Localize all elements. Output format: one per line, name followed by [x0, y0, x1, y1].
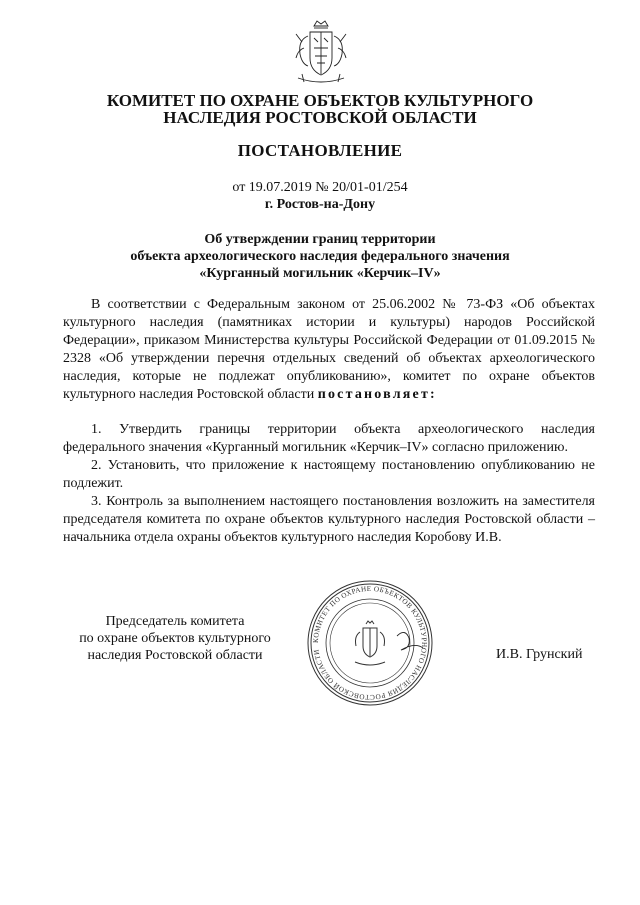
signatory-position-line3: наследия Ростовской области: [87, 648, 263, 663]
subject-line2: объекта археологического наследия федерального значения: [130, 249, 510, 264]
document-city: г. Ростов-на-Дону: [264, 197, 376, 212]
coat-of-arms-emblem: [290, 18, 352, 90]
preamble-text: В соответствии с Федеральным законом от 25.06.2002 № 73-ФЗ «Об объектах культурного наследия (памятниках истории и культуры) народов Российской Федерации», приказом Министерства культуры Российской Федерации от 01.09.2015 № 2328 «Об утверждении перечня отдельных сведений об объектах археологического наследия, которые не подлежат опубликованию», комитет по охране объектов культурного наследия Ростовской области: [63, 297, 595, 402]
seal-ring-text: КОМИТЕТ ПО ОХРАНЕ ОБЪЕКТОВ КУЛЬТУРНОГО НАСЛЕДИЯ РОСТОВСКОЙ ОБЛАСТИ: [311, 584, 429, 702]
subject-line3: «Курганный могильник «Керчик–IV»: [199, 266, 441, 281]
decision-word: постановляет:: [317, 387, 437, 402]
official-seal: [305, 578, 435, 708]
signatory-position-line1: Председатель комитета: [105, 614, 245, 629]
signatory-position: [60, 613, 290, 664]
document-date-number: от 19.07.2019 № 20/01-01/254: [232, 180, 408, 195]
subject-line1: Об утверждении границ территории: [204, 232, 436, 247]
org-title-line2: НАСЛЕДИЯ РОСТОВСКОЙ ОБЛАСТИ: [163, 108, 477, 127]
org-title-line1: КОМИТЕТ ПО ОХРАНЕ ОБЪЕКТОВ КУЛЬТУРНОГО: [106, 91, 534, 110]
resolution-items: [63, 421, 595, 547]
organization-title: [40, 92, 600, 126]
document-subject: [60, 231, 580, 282]
document-type: ПОСТАНОВЛЕНИЕ: [237, 141, 403, 160]
resolution-item: 2. Установить, что приложение к настоящему постановлению опубликованию не подлежит.: [63, 458, 595, 491]
preamble-paragraph: [63, 296, 595, 404]
resolution-item: 3. Контроль за выполнением настоящего постановления возложить на заместителя председателя комитета по охране объектов культурного наследия Ростовской области – начальника отдела охраны объектов культурного наследия Коробову И.В.: [63, 494, 595, 545]
resolution-item: 1. Утвердить границы территории объекта археологического наследия федерального значения «Курганный могильник «Керчик–IV» согласно приложению.: [63, 422, 595, 455]
signatory-position-line2: по охране объектов культурного: [79, 631, 271, 646]
signatory-name: И.В. Грунский: [496, 647, 583, 662]
